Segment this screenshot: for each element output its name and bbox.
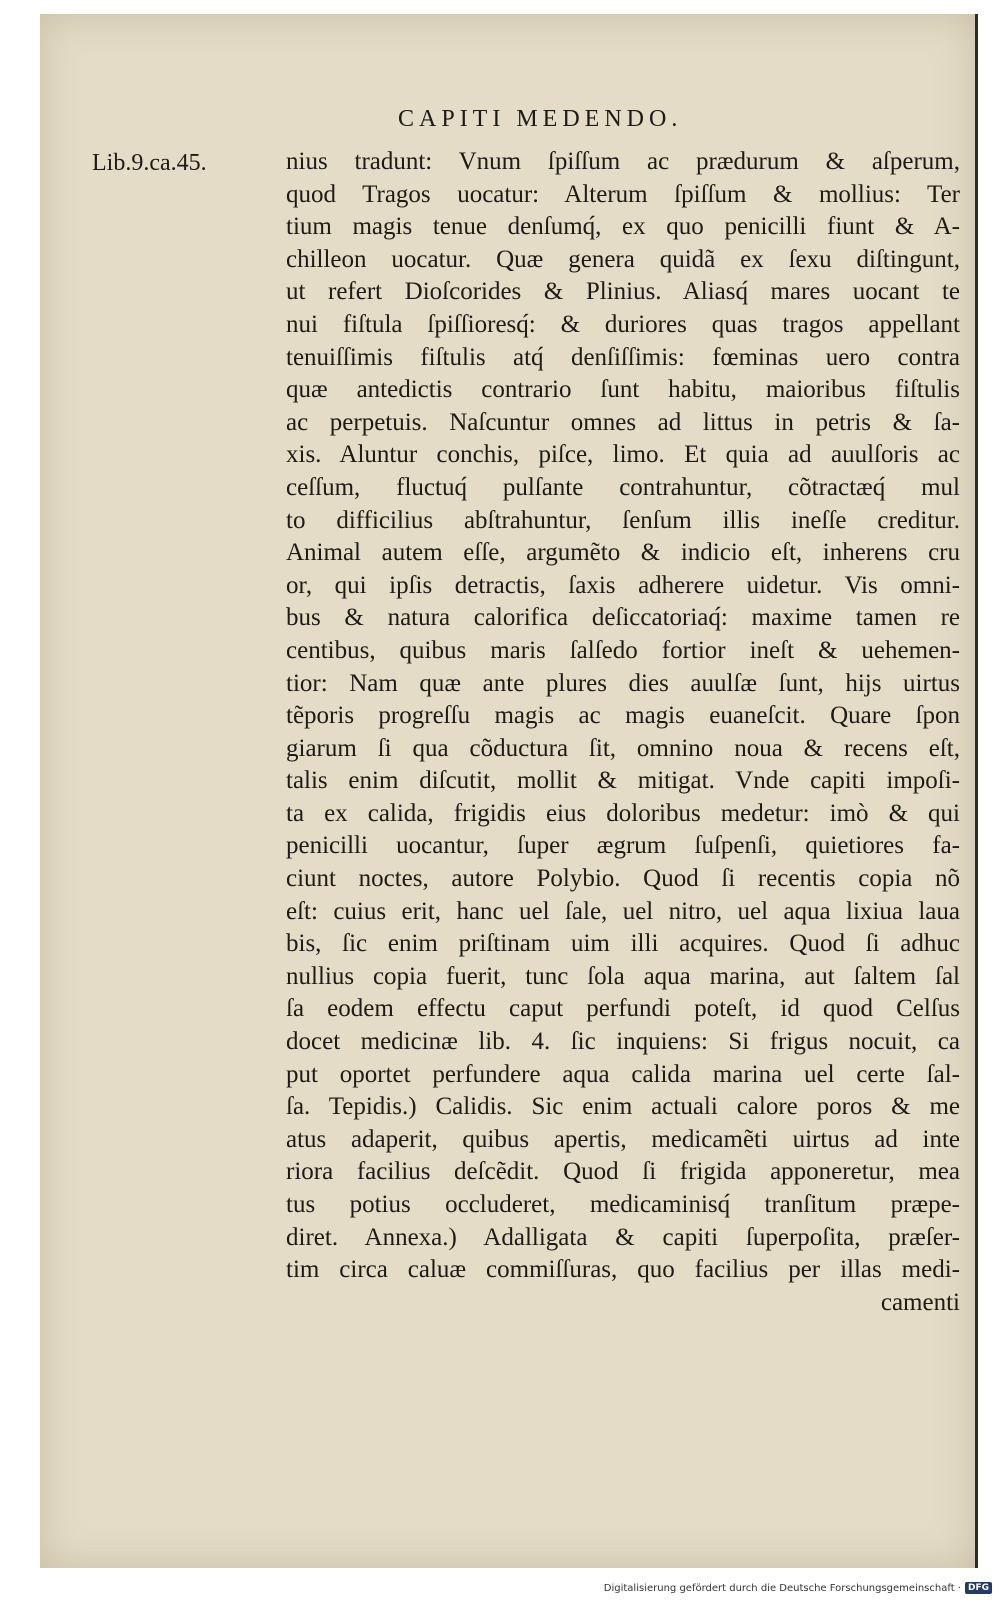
text-line: Animal autem eſſe, argumẽto & indicio eſt, inherens cru: [286, 539, 960, 567]
text-line: riora facilius deſcẽdit. Quod ſi frigida apponeretur, mea: [286, 1158, 960, 1186]
text-line: bis, ſic enim priſtinam uim illi acquires. Quod ſi adhuc: [286, 930, 960, 958]
text-line: to difficilius abſtrahuntur, ſenſum illis ineſſe creditur.: [286, 506, 960, 534]
text-line: ſa eodem effectu caput perfundi poteſt, id quod Celſus: [286, 995, 960, 1023]
text-line: ac perpetuis. Naſcuntur omnes ad littus in petris & ſa-: [286, 408, 960, 436]
text-line: talis enim diſcutit, mollit & mitigat. Vnde capiti impoſi-: [286, 767, 960, 795]
text-line: tior: Nam quæ ante plures dies auulſæ ſunt, hijs uirtus: [286, 669, 960, 697]
text-line: put oportet perfundere aqua calida marina uel certe ſal-: [286, 1060, 960, 1088]
text-line: ſa. Tepidis.) Calidis. Sic enim actuali calore poros & me: [286, 1093, 960, 1121]
text-line: tẽporis progreſſu magis ac magis euaneſcit. Quare ſpon: [286, 702, 960, 730]
text-line: quæ antedictis contrario ſunt habitu, maioribus fiſtulis: [286, 376, 960, 404]
text-line: nius tradunt: Vnum ſpiſſum ac prædurum & aſperum,: [286, 148, 960, 175]
text-line: eſt: cuius erit, hanc uel ſale, uel nitro, uel aqua lixiua laua: [286, 897, 960, 925]
text-line: ciunt noctes, autore Polybio. Quod ſi recentis copia nõ: [286, 865, 960, 893]
text-line: nullius copia fuerit, tunc ſola aqua marina, aut ſaltem ſal: [286, 962, 960, 990]
body-text: [286, 146, 960, 1319]
text-line: nui fiſtula ſpiſſioresq́: & duriores quas tragos appellant: [286, 310, 960, 338]
text-line: ut refert Dioſcorides & Plinius. Aliasq́ mares uocant te: [286, 278, 960, 306]
text-line: tium magis tenue denſumq́, ex quo penicilli fiunt & A-: [286, 213, 960, 241]
text-line: penicilli uocantur, ſuper ægrum ſuſpenſi, quietiores fa-: [286, 832, 960, 860]
text-line: or, qui ipſis detractis, ſaxis adherere uidetur. Vis omni-: [286, 571, 960, 599]
text-line: bus & natura calorifica deſiccatoriaq́: maxime tamen re: [286, 604, 960, 632]
dfg-logo: DFG: [965, 1582, 992, 1594]
text-line: tus potius occluderet, medicaminisq́ tranſitum præpe-: [286, 1191, 960, 1218]
footer: [604, 1582, 992, 1594]
text-line: quod Tragos uocatur: Alterum ſpiſſum & mollius: Ter: [286, 180, 960, 208]
marginal-note: Lib.9.ca.45.: [92, 150, 207, 176]
text-line: xis. Aluntur conchis, piſce, limo. Et quia ad auulſoris ac: [286, 441, 960, 469]
text-line: ta ex calida, frigidis eius doloribus medetur: imò & qui: [286, 799, 960, 827]
text-line: ceſſum, fluctuq́ pulſante contrahuntur, cõtractæq́ mul: [286, 473, 960, 501]
text-line: camenti: [880, 1288, 960, 1316]
text-line: giarum ſi qua cõductura ſit, omnino noua & recens eſt,: [286, 734, 960, 762]
text-line: tim circa caluæ commiſſuras, quo facilius per illas medi-: [286, 1256, 960, 1284]
text-line: chilleon uocatur. Quæ genera quidã ex ſexu diſtingunt,: [286, 245, 960, 273]
text-line: diret. Annexa.) Adalligata & capiti ſuperpoſita, præſer-: [286, 1223, 960, 1251]
text-line: centibus, quibus maris ſalſedo fortior ineſt & uehemen-: [286, 636, 960, 664]
running-head: CAPITI MEDENDO.: [398, 106, 683, 132]
text-line: docet medicinæ lib. 4. ſic inquiens: Si frigus nocuit, ca: [286, 1028, 960, 1056]
text-line: tenuiſſimis fiſtulis atq́ denſiſſimis: fœminas uero contra: [286, 343, 960, 371]
text-line: atus adaperit, quibus apertis, medicamẽti uirtus ad inte: [286, 1125, 960, 1153]
footer-credit: Digitalisierung gefördert durch die Deutsche Forschungsgemeinschaft ·: [603, 1582, 961, 1594]
